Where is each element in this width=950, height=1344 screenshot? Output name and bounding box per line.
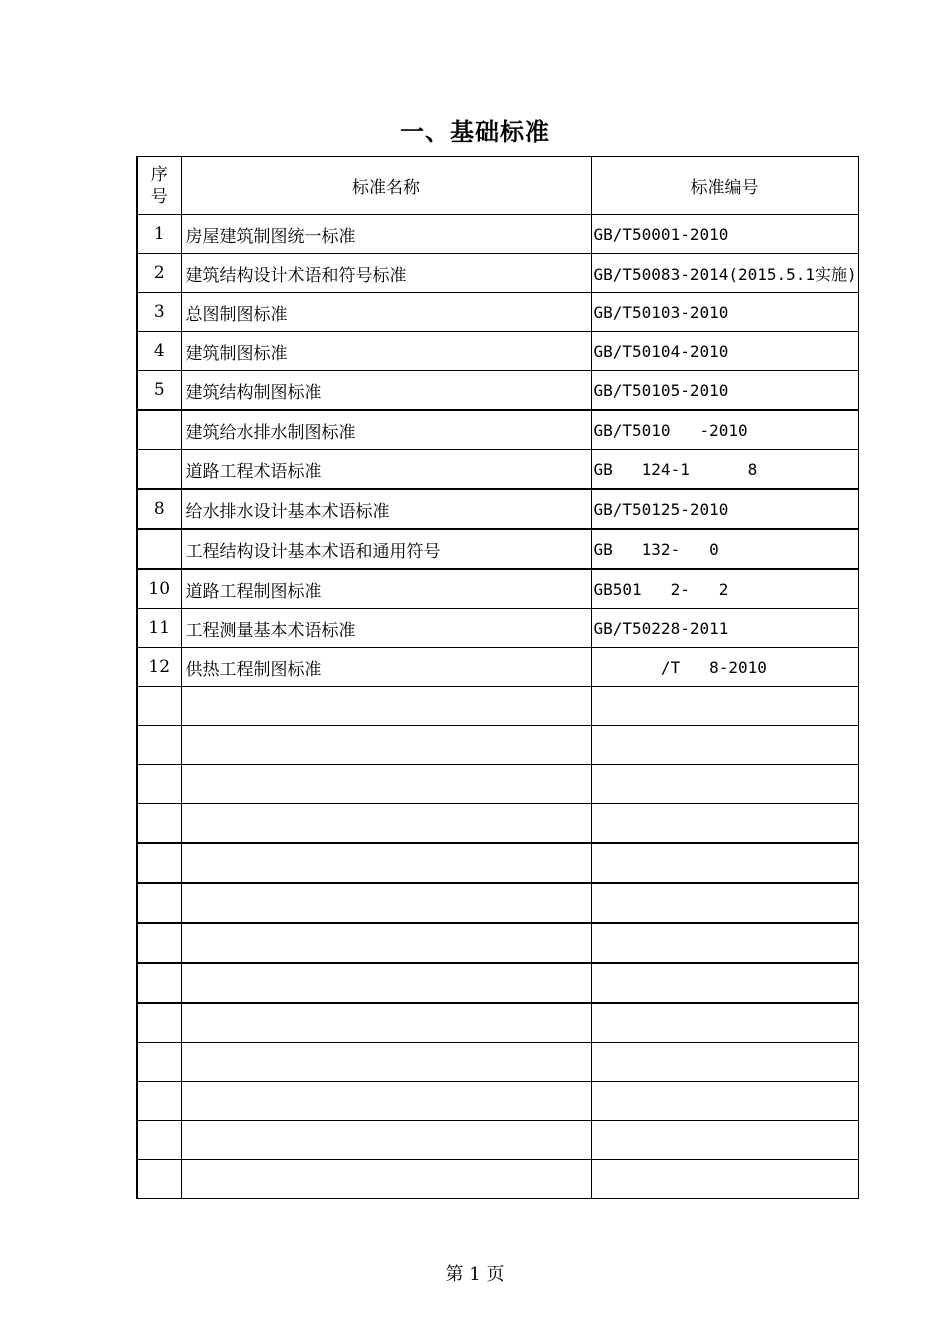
empty-row [137, 1043, 858, 1082]
empty-row [137, 1082, 858, 1121]
header-name: 标准名称 [181, 157, 591, 215]
table-row [137, 648, 858, 687]
empty-row [137, 963, 858, 1003]
row-code: GB/T50105-2010 [591, 371, 858, 411]
header-num-line2: 号 [150, 186, 168, 207]
row-code: GB/T50125-2010 [591, 489, 858, 529]
row-name: 总图制图标准 [181, 293, 591, 332]
row-num: 2 [137, 254, 181, 293]
standards-table [136, 156, 859, 1199]
row-code: GB/T5010 -2010 [591, 410, 858, 450]
empty-row [137, 843, 858, 883]
table-row [137, 215, 858, 254]
table-row [137, 489, 858, 529]
empty-row [137, 1003, 858, 1043]
row-num: 12 [137, 648, 181, 687]
table-row [137, 371, 858, 411]
row-num: 11 [137, 609, 181, 648]
table-row [137, 450, 858, 490]
row-name: 建筑结构设计术语和符号标准 [181, 254, 591, 293]
row-num: 4 [137, 332, 181, 371]
empty-row [137, 923, 858, 963]
row-code: GB501 2- 2 [591, 569, 858, 609]
row-name: 道路工程制图标准 [181, 569, 591, 609]
row-num: 5 [137, 371, 181, 411]
page-number: 第 1 页 [445, 1264, 505, 1285]
table-row [137, 254, 858, 293]
row-code: GB 124-1 8 [591, 450, 858, 490]
row-name: 建筑结构制图标准 [181, 371, 591, 411]
empty-row [137, 1160, 858, 1199]
empty-row [137, 804, 858, 844]
row-num [137, 410, 181, 450]
empty-row [137, 1121, 858, 1160]
header-code: 标准编号 [591, 157, 858, 215]
table-row [137, 410, 858, 450]
row-name: 房屋建筑制图统一标准 [181, 215, 591, 254]
row-name: 给水排水设计基本术语标准 [181, 489, 591, 529]
page-title: 一、基础标准 [400, 118, 550, 146]
row-code: /T 8-2010 [591, 648, 858, 687]
row-code: GB/T50103-2010 [591, 293, 858, 332]
empty-row [137, 726, 858, 765]
row-num: 1 [137, 215, 181, 254]
row-code: GB/T50083-2014(2015.5.1实施) [591, 254, 858, 293]
row-name: 建筑给水排水制图标准 [181, 410, 591, 450]
header-num [137, 157, 181, 215]
row-code: GB 132- 0 [591, 529, 858, 569]
row-name: 工程结构设计基本术语和通用符号 [181, 529, 591, 569]
table-row [137, 332, 858, 371]
table-row [137, 529, 858, 569]
row-code: GB/T50001-2010 [591, 215, 858, 254]
row-num [137, 450, 181, 490]
row-code: GB/T50104-2010 [591, 332, 858, 371]
empty-row [137, 883, 858, 923]
row-code: GB/T50228-2011 [591, 609, 858, 648]
row-name: 供热工程制图标准 [181, 648, 591, 687]
row-num [137, 529, 181, 569]
empty-row [137, 687, 858, 726]
table-header-row [137, 157, 858, 215]
table-row [137, 609, 858, 648]
row-name: 道路工程术语标准 [181, 450, 591, 490]
row-num: 10 [137, 569, 181, 609]
row-name: 建筑制图标准 [181, 332, 591, 371]
empty-row [137, 765, 858, 804]
table-row [137, 569, 858, 609]
header-num-line1: 序 [150, 164, 168, 185]
row-num: 8 [137, 489, 181, 529]
table-row [137, 293, 858, 332]
row-num: 3 [137, 293, 181, 332]
row-name: 工程测量基本术语标准 [181, 609, 591, 648]
